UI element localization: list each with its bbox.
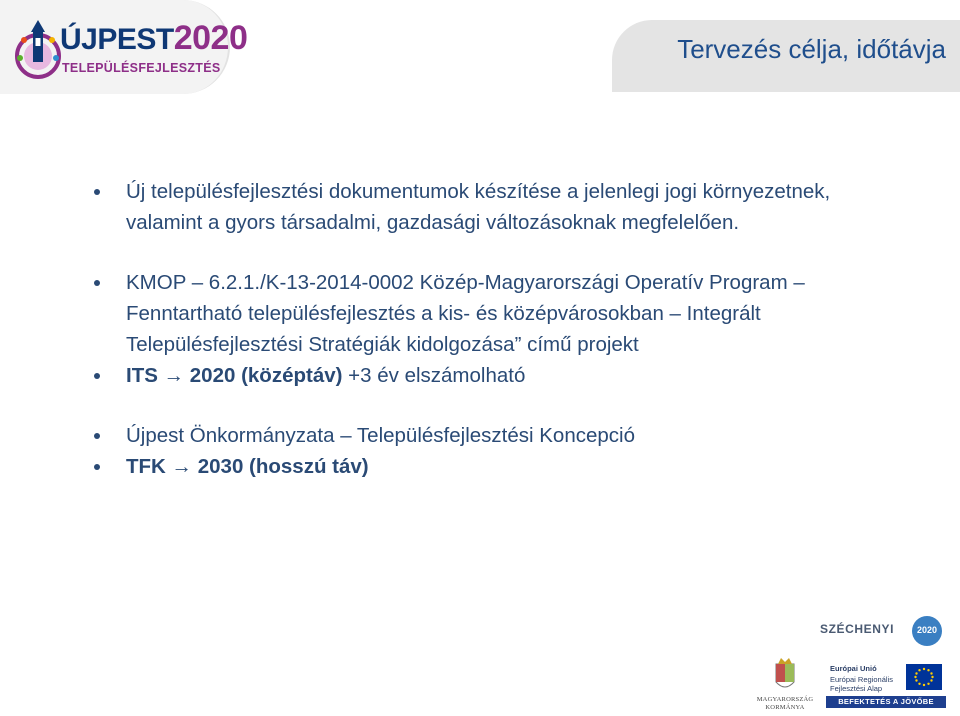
bullet-dot-icon <box>94 189 100 195</box>
szechenyi-text: SZÉCHENYI <box>820 622 895 636</box>
page-title: Tervezés célja, időtávja <box>677 34 946 64</box>
eu-line-3: Fejlesztési Alap <box>830 684 883 693</box>
bullet-item <box>92 420 882 451</box>
bullet-text: Újpest Önkormányzata – Településfejlesztési Koncepció <box>126 424 635 447</box>
eu-slogan-bar <box>826 696 946 708</box>
bullet-dot-icon <box>94 373 100 379</box>
szechenyi-circle-icon <box>912 616 942 646</box>
eu-flag-icon <box>906 664 942 690</box>
gov-line-2: KORMÁNYA <box>765 704 805 711</box>
ujpest-emblem-icon <box>14 18 62 80</box>
bullet-dot-icon <box>94 433 100 439</box>
bullet-bold-text: TFK → 2030 (hosszú táv) <box>126 455 369 478</box>
bullet-text: KMOP – 6.2.1./K-13-2014-0002 Közép-Magyarországi Operatív Program – Fenntartható településfejlesztés a kis- és középvárosokban – Integrált Településfejlesztési Stratégiák kidolgozása” című projekt <box>126 271 805 356</box>
logo-subtitle: TELEPÜLÉSFEJLESZTÉS <box>62 61 221 75</box>
bullet-text: Új településfejlesztési dokumentumok készítése a jelenlegi jogi környezetnek, valamint a gyors társadalmi, gazdasági változásoknak megfelelően. <box>126 180 831 234</box>
bullet-list <box>92 176 882 482</box>
bullet-dot-icon <box>94 280 100 286</box>
bullet-item <box>92 360 882 391</box>
coat-of-arms-icon <box>754 656 816 696</box>
szechenyi-logo <box>820 612 940 648</box>
eu-line-2: Európai Regionális <box>830 675 893 684</box>
szechenyi-year: 2020 <box>916 625 938 635</box>
eu-slogan: BEFEKTETÉS A JÖVŐBE <box>838 697 934 706</box>
bullet-bold-text: ITS → 2020 (középtáv) <box>126 364 343 387</box>
eu-logo <box>826 660 946 716</box>
bullet-dot-icon <box>94 464 100 470</box>
gov-line-1: MAGYARORSZÁG <box>756 696 814 703</box>
eu-line-1: Európai Unió <box>830 664 877 673</box>
logo-year: 2020 <box>173 19 248 57</box>
government-crest <box>754 656 816 714</box>
logo-word: ÚJPEST <box>60 23 174 56</box>
bullet-item <box>92 176 882 238</box>
bullet-item <box>92 267 882 360</box>
logo <box>0 0 248 94</box>
bullet-text: +3 év elszámolható <box>342 364 526 387</box>
bullet-item <box>92 451 882 482</box>
